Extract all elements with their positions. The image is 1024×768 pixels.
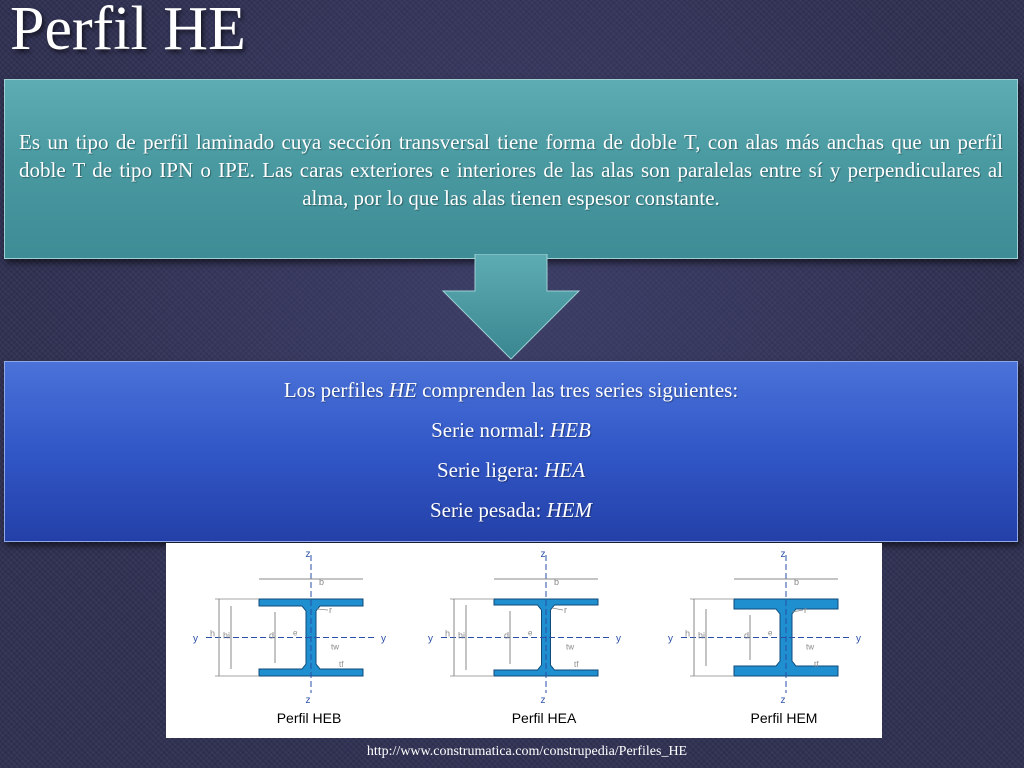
tw-label-1: tw: [331, 642, 339, 652]
hi-label-3: hi: [698, 630, 706, 641]
profile-caption-1: Perfil HEB: [276, 710, 342, 726]
z-label-top-2: z: [540, 549, 546, 560]
h-label-3: h: [685, 628, 691, 639]
b-label-1: b: [319, 577, 325, 587]
d-label-2: d: [504, 630, 510, 641]
series-box: [4, 361, 1018, 542]
profile-caption-3: Perfil HEM: [750, 710, 818, 726]
e-label-3: e: [768, 628, 773, 638]
definition-text: Es un tipo de perfil laminado cuya sección transversal tiene forma de doble T, con alas más anchas que un perfil doble T de tipo IPN o IPE. Las caras exteriores e interiores de las alas son paralelas entre sí y perpendiculares al alma, por lo que las alas tienen espesor constante.: [19, 130, 1003, 210]
e-label-2: e: [528, 628, 533, 638]
hi-label-2: hi: [458, 630, 466, 641]
h-label-2: h: [445, 628, 451, 639]
z-label-bottom-1: z: [305, 695, 311, 706]
profiles-diagram: [166, 543, 882, 738]
r-label-1: r: [329, 605, 332, 615]
z-label-bottom-3: z: [780, 695, 786, 706]
h-label-1: h: [210, 628, 216, 639]
d-label-3: d: [744, 630, 750, 641]
series-item-heb: Serie normal: HEB: [431, 418, 591, 442]
slide-title: Perfil HE: [10, 0, 246, 63]
series-item-hem: Serie pesada: HEM: [429, 498, 593, 522]
d-label-1: d: [269, 630, 275, 641]
hi-label-1: hi: [223, 630, 231, 641]
tf-label-2: tf: [574, 660, 579, 669]
r-label-2: r: [564, 605, 567, 615]
z-label-top-1: z: [305, 549, 311, 560]
down-arrow-icon: [438, 254, 584, 362]
b-label-3: b: [794, 577, 800, 587]
tw-label-3: tw: [806, 642, 814, 652]
series-item-hea: Serie ligera: HEA: [436, 458, 586, 482]
z-label-top-3: z: [780, 549, 786, 560]
tf-label-1: tf: [339, 660, 344, 669]
b-label-2: b: [554, 577, 560, 587]
r-leader-2: [552, 608, 563, 610]
y-label-left-2: y: [428, 633, 433, 645]
y-label-right-3: y: [856, 633, 861, 645]
tw-label-2: tw: [566, 642, 574, 652]
profiles-figure: [166, 543, 882, 738]
tf-label-3: tf: [814, 660, 819, 669]
y-label-right-1: y: [381, 633, 386, 645]
y-label-left-3: y: [668, 633, 673, 645]
y-label-left-1: y: [193, 633, 198, 645]
series-intro: Los perfiles HE comprenden las tres series siguientes:: [283, 378, 739, 402]
profile-caption-2: Perfil HEA: [511, 710, 577, 726]
e-label-1: e: [293, 628, 298, 638]
y-label-right-2: y: [616, 633, 621, 645]
r-leader-1: [317, 609, 328, 610]
z-label-bottom-2: z: [540, 695, 546, 706]
r-label-3: r: [804, 605, 807, 615]
definition-box: [4, 79, 1018, 259]
source-url: http://www.construmatica.com/construpedia/Perfiles_HE: [366, 744, 688, 759]
